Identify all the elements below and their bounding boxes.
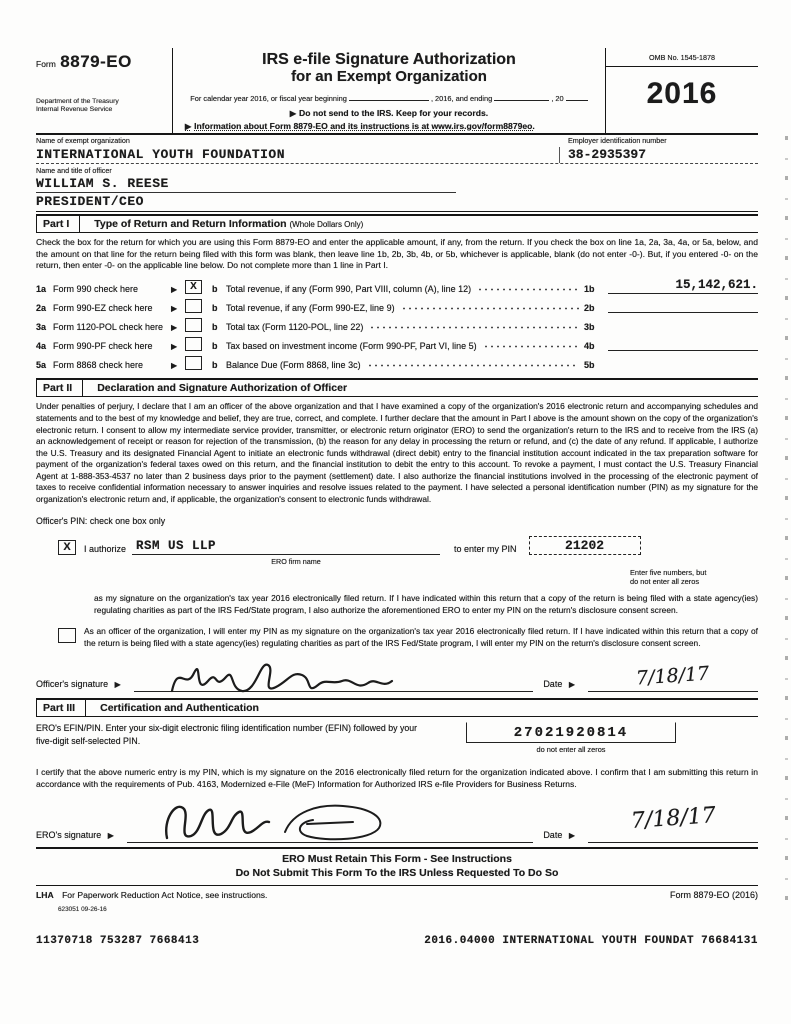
- form-version: Form 8879-EO (2016): [669, 889, 758, 900]
- ero-date-field[interactable]: [588, 802, 758, 843]
- form-8868-checkbox[interactable]: [185, 356, 202, 370]
- ero-firm-note: ERO firm name: [271, 556, 321, 566]
- preparer-code: 623051 09-26-16: [58, 905, 107, 913]
- fiscal-mid: , 2016, and ending: [430, 94, 493, 104]
- efin-section: [36, 722, 758, 754]
- arrow-icon: ▶: [185, 122, 192, 132]
- part2-label: Part II: [36, 380, 83, 396]
- scan-edge-artifact: [785, 120, 788, 900]
- arrow-icon: ▶: [568, 830, 575, 840]
- info-note: ▶ Information about Form 8879-EO and its instructions is at www.irs.gov/form8879eo.: [185, 121, 535, 132]
- officer-signature-row: [36, 658, 758, 692]
- line-label: Form 990-PF check here: [53, 341, 153, 352]
- declaration-text: Under penalties of perjury, I declare that I am an officer of the above organization and that I have examined a copy of the organization's 2016 electronic return and accompanying schedules and statements and to the best of my knowledge and belief, they are true, correct, and complete. I further declare that the amount in Part I above is the amount shown on the copy of the organization's electronic return. I consent to allow my intermediate service provider, transmitter, or electronic return originator (ERO) to send the organization's return to the IRS and to receive from the IRS (a) an acknowledgement of receipt or reason for rejection of the transmission, (b) the reason for any delay in processing the return or refund, and (c) the date of any refund. If applicable, I authorize the U.S. Treasury and its designated Financial Agent to initiate an electronic funds withdrawal (direct debit) entry to the financial institution account indicated in the tax preparation software for payment of the organization's federal taxes owed on this return, and the financial institution to debit the entry to this account. To revoke a payment, I must contact the U.S. Treasury Financial Agent at 1-888-353-4537 no later than 2 business days prior to the payment (settlement) date. I also authorize the financial institutions involved in the processing of the electronic payment of taxes to receive confidential information necessary to answer inquiries and resolve issues related to the payment. I have selected a personal identification number (PIN) as my signature for the organization's electronic return and, if applicable, the organization's consent to electronic funds withdrawal.: [36, 401, 758, 505]
- officer-enters-pin-checkbox[interactable]: [58, 628, 76, 643]
- line-label: Form 1120-POL check here: [53, 322, 164, 333]
- efin-value-block: [466, 722, 676, 754]
- fiscal-year-line: [181, 92, 597, 103]
- dept-irs: Internal Revenue Service: [36, 106, 113, 114]
- form-title-block: [173, 48, 605, 133]
- arrow-icon: ▶: [171, 323, 178, 333]
- form-title-line2: for an Exempt Organization: [291, 67, 487, 85]
- line-ref: 2b: [584, 303, 595, 314]
- ero-firm-name[interactable]: RSM US LLP: [132, 539, 440, 555]
- ero-signature-label: ERO's signature ▶: [36, 829, 114, 840]
- paperwork-notice: LHA For Paperwork Reduction Act Notice, see instructions.: [36, 889, 268, 900]
- tax-year: 2016: [646, 77, 718, 110]
- amount-field[interactable]: [608, 335, 758, 351]
- arrow-icon: ▶: [171, 342, 178, 352]
- dot-leader: [477, 286, 579, 292]
- sub-line-letter: b: [212, 360, 218, 371]
- part3-title: Certification and Authentication: [100, 701, 259, 714]
- line-number: 2a: [36, 303, 47, 314]
- sub-line-letter: b: [212, 341, 218, 352]
- omb-number: OMB No. 1545-1878: [606, 48, 758, 67]
- line-ref: 3b: [584, 322, 595, 333]
- form-1120pol-checkbox[interactable]: [185, 318, 202, 332]
- pin-note: Enter five numbers, but do not enter all zeros: [630, 567, 707, 587]
- line-number: 5a: [36, 360, 47, 371]
- form-990-checkbox[interactable]: X: [185, 280, 202, 294]
- part3-label: Part III: [36, 700, 86, 716]
- org-name-label: Name of exempt organization: [36, 136, 130, 146]
- amount-field[interactable]: [608, 354, 758, 370]
- fiscal-begin-blank[interactable]: [349, 92, 429, 101]
- keep-records-note: ▶ Do not send to the IRS. Keep for your records.: [289, 108, 489, 119]
- dept-treasury: Department of the Treasury: [36, 98, 119, 105]
- dot-leader: [401, 305, 579, 311]
- arrow-icon: ▶: [568, 679, 575, 689]
- return-line-4: [36, 336, 758, 351]
- form-number-block: [36, 48, 173, 133]
- sub-line-letter: b: [212, 303, 218, 314]
- officer-date-field[interactable]: [588, 661, 758, 692]
- authorize-ero-row: [58, 536, 758, 555]
- form-number: 8879-EO: [60, 52, 132, 71]
- arrow-icon: ▶: [107, 830, 114, 840]
- ero-signature: [157, 792, 487, 850]
- sub-line-letter: b: [212, 284, 218, 295]
- amount-field[interactable]: [608, 316, 758, 332]
- amount-field[interactable]: [608, 297, 758, 313]
- part1-instructions: Check the box for the return for which you are using this Form 8879-EO and enter the applicable amount, if any, from the return. If you check the box on line 1a, 2a, 3a, 4a, or 5a, below, and the amount on that line for the return being filed with this form was blank, then leave line 1b, 2b, 3b, 4b, or 5b, whichever is applicable, blank (do not enter -0-). But, if you entered -0- on the return, then enter -0- on the applicable line below. Do not complete more than 1 line in Part I.: [36, 237, 758, 270]
- ero-efin-pin-field[interactable]: 27021920814: [466, 722, 676, 743]
- do-not-submit-instruction: Do Not Submit This Form To the IRS Unless Requested To Do So: [235, 866, 559, 879]
- arrow-icon: ▶: [171, 304, 178, 314]
- arrow-icon: ▶: [171, 285, 178, 295]
- part1-label: Part I: [36, 216, 80, 232]
- officer-signature: [164, 651, 464, 699]
- fiscal-yy-blank[interactable]: [566, 92, 588, 101]
- officer-signature-field[interactable]: [134, 657, 534, 692]
- return-line-3: [36, 317, 758, 332]
- authorize-ero-checkbox[interactable]: X: [58, 540, 76, 555]
- officer-name-value[interactable]: WILLIAM S. REESE: [36, 175, 456, 193]
- batch-id-right: 2016.04000 INTERNATIONAL YOUTH FOUNDAT 76684131: [424, 934, 758, 947]
- lha-mark: LHA: [36, 889, 54, 900]
- form-title-line1: IRS e-file Signature Authorization: [262, 51, 516, 68]
- ein-value[interactable]: 38-2935397: [559, 147, 758, 163]
- line-ref: 1b: [584, 284, 595, 295]
- part2-header: [36, 378, 758, 397]
- sub-line-letter: b: [212, 322, 218, 333]
- fiscal-pre: For calendar year 2016, or fiscal year beginning: [190, 94, 347, 104]
- officer-enters-pin-row: [58, 626, 758, 650]
- return-line-1: [36, 279, 758, 294]
- ero-signature-row: [36, 799, 758, 843]
- line-label: Form 990-EZ check here: [53, 303, 153, 314]
- divider: [36, 885, 758, 886]
- dot-leader: [483, 343, 579, 349]
- authorize-post-text: to enter my PIN: [454, 543, 517, 554]
- line-description: Total revenue, if any (Form 990-EZ, line 9): [226, 303, 395, 314]
- dot-leader: [367, 362, 579, 368]
- arrow-icon: ▶: [171, 361, 178, 371]
- form-990pf-checkbox[interactable]: [185, 337, 202, 351]
- line-description: Balance Due (Form 8868, line 3c): [226, 360, 361, 371]
- officer-date-value: 7/18/17: [635, 662, 711, 690]
- date-label: Date ▶: [543, 829, 575, 840]
- efin-note: do not enter all zeros: [536, 744, 606, 754]
- line-description: Total revenue, if any (Form 990, Part VIII, column (A), line 12): [226, 284, 472, 295]
- part1-header: [36, 214, 758, 233]
- efin-label: ERO's EFIN/PIN. Enter your six-digit electronic filing identification number (EFIN) followed by your five-digit self-selected PIN.: [36, 722, 418, 747]
- line-label: Form 8868 check here: [53, 360, 144, 371]
- dot-leader: [369, 324, 579, 330]
- line-number: 1a: [36, 284, 47, 295]
- line-label: Form 990 check here: [53, 284, 139, 295]
- org-name-value[interactable]: INTERNATIONAL YOUTH FOUNDATION: [36, 147, 286, 163]
- line-number: 3a: [36, 322, 47, 333]
- form-word: Form: [36, 59, 56, 69]
- date-label: Date ▶: [543, 678, 575, 689]
- ein-label: Employer identification number: [568, 136, 667, 146]
- total-revenue-amount[interactable]: 15,142,621.: [608, 278, 758, 294]
- retain-instruction: ERO Must Retain This Form - See Instructions: [282, 852, 512, 865]
- pin-instruction: Officer's PIN: check one box only: [36, 515, 166, 526]
- arrow-icon: ▶: [114, 679, 121, 689]
- footer-row: [36, 890, 758, 900]
- officer-name-label: Name and title of officer: [36, 166, 112, 176]
- part3-header: [36, 698, 758, 717]
- certification-text: I certify that the above numeric entry is my PIN, which is my signature on the 2016 electronically filed return for the organization indicated above. I confirm that I am submitting this return in accordance with the requirements of Pub. 4163, Modernized e-File (MeF) Information for Authorized IRS e-file Providers for Business Returns.: [36, 766, 758, 790]
- officer-pin-field[interactable]: 21202: [529, 536, 641, 555]
- return-line-5: [36, 355, 758, 370]
- batch-footer-line: [36, 935, 758, 947]
- return-line-2: [36, 298, 758, 313]
- line-description: Total tax (Form 1120-POL, line 22): [226, 322, 364, 333]
- line-description: Tax based on investment income (Form 990-PF, Part VI, line 5): [226, 341, 477, 352]
- line-ref: 5b: [584, 360, 595, 371]
- fiscal-end: , 20: [551, 94, 564, 104]
- form-header: [36, 48, 758, 135]
- authorize-pre-text: I authorize: [84, 543, 127, 554]
- part1-title-note: (Whole Dollars Only): [289, 220, 364, 230]
- form-990ez-checkbox[interactable]: [185, 299, 202, 313]
- omb-year-block: [605, 48, 758, 133]
- fiscal-end-blank[interactable]: [494, 92, 549, 101]
- arrow-icon: ▶: [289, 109, 297, 119]
- part1-title: Type of Return and Return Information (Whole Dollars Only): [94, 218, 364, 231]
- ero-date-value: 7/18/17: [629, 802, 717, 834]
- authorize-continuation-text: as my signature on the organization's tax year 2016 electronically filed return. If I have indicated within this return that a copy of the return is being filed with a state agency(ies) regulating charities as part of the IRS Fed/State program, I also authorize the aforementioned ERO to enter my PIN on the return's disclosure consent screen.: [94, 592, 758, 615]
- line-number: 4a: [36, 341, 47, 352]
- officer-title-value[interactable]: PRESIDENT/CEO: [36, 193, 758, 212]
- officer-enters-pin-text: As an officer of the organization, I will enter my PIN as my signature on the organization's tax year 2016 electronically filed return. If I have indicated within this return that a copy of the return is being filed with a state agency(ies) regulating charities as part of the IRS Fed/State program, I will enter my PIN on the return's disclosure consent screen.: [84, 626, 758, 649]
- ero-signature-field[interactable]: [127, 798, 533, 843]
- line-ref: 4b: [584, 341, 595, 352]
- batch-id-left: 11370718 753287 7668413: [36, 934, 200, 947]
- part2-title: Declaration and Signature Authorization of Officer: [97, 382, 348, 395]
- officer-signature-label: Officer's signature ▶: [36, 678, 121, 689]
